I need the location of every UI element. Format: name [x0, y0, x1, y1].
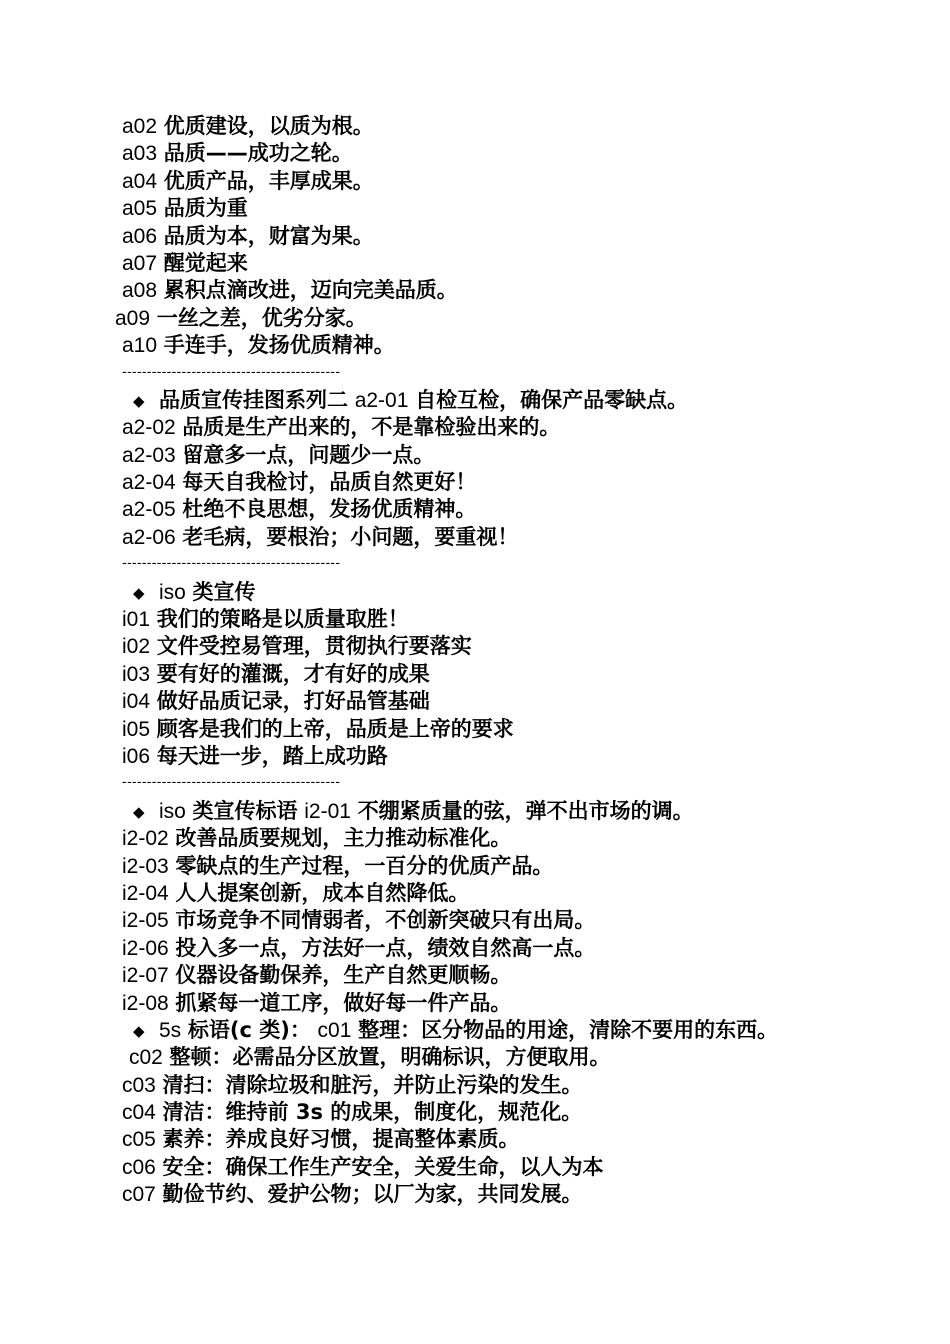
item-text: 品质是生产出来的，不是靠检验出来的。: [182, 415, 561, 440]
item-code: i2-03: [122, 854, 169, 878]
item-text: 顾客是我们的上帝，品质是上帝的要求: [156, 716, 514, 741]
item-code: a09: [115, 306, 151, 330]
separator-line: --------------------------------------------: [122, 773, 341, 790]
document-body: [0, 113, 950, 1209]
item-code: c03: [122, 1073, 156, 1097]
item-code: 5s: [159, 1018, 182, 1042]
item-text: 手连手，发扬优质精神。: [163, 333, 395, 358]
item-text: 要有好的灌溉，才有好的成果: [156, 661, 430, 686]
slogan-line: [0, 853, 950, 880]
item-code: a10: [122, 334, 158, 358]
item-text: 抓紧每一道工序，做好每一件产品。: [175, 990, 512, 1015]
item-code: a08: [122, 279, 158, 303]
slogan-line: [0, 1181, 950, 1208]
slogan-line: [0, 1154, 950, 1181]
slogan-line: [0, 1044, 950, 1071]
item-code: i04: [122, 690, 151, 714]
slogan-line: [0, 716, 950, 743]
slogan-line: [0, 743, 950, 770]
slogan-line: [0, 140, 950, 167]
item-text: 投入多一点，方法好一点，绩效自然高一点。: [175, 935, 596, 960]
slogan-line: [0, 935, 950, 962]
slogan-line: [0, 907, 950, 934]
slogan-line: [0, 633, 950, 660]
slogan-line: [0, 223, 950, 250]
slogan-line: [0, 1099, 950, 1126]
item-text: 改善品质要规划，主力推动标准化。: [175, 826, 512, 851]
slogan-line: [0, 880, 950, 907]
item-text: 留意多一点，问题少一点。: [182, 442, 435, 467]
item-text: 清扫：清除垃圾和脏污，并防止污染的发生。: [162, 1072, 583, 1097]
item-code: a2-06: [122, 525, 176, 549]
item-text: 优质产品，丰厚成果。: [163, 168, 374, 193]
item-code: a07: [122, 251, 158, 275]
slogan-line: [0, 442, 950, 469]
item-text: 仪器设备勤保养，生产自然更顺畅。: [175, 963, 512, 988]
item-text: 人人提案创新，成本自然降低。: [175, 880, 470, 905]
slogan-line: [0, 250, 950, 277]
item-text: 素养：养成良好习惯，提高整体素质。: [162, 1127, 520, 1152]
item-code: a2-02: [122, 416, 176, 440]
item-text: 标语(c 类)：: [187, 1017, 311, 1042]
item-code: i2-06: [122, 936, 169, 960]
item-code: iso: [159, 580, 186, 604]
item-code: i05: [122, 717, 151, 741]
item-text: 安全：确保工作生产安全，关爱生命，以人为本: [162, 1154, 604, 1179]
slogan-line: [0, 168, 950, 195]
item-text: 累积点滴改进，迈向完美品质。: [163, 278, 458, 303]
item-text: 每天进一步，踏上成功路: [156, 743, 388, 768]
item-code: c05: [122, 1128, 156, 1152]
slogan-line: [0, 496, 950, 523]
slogan-line: [0, 688, 950, 715]
item-code: c04: [122, 1101, 156, 1125]
item-text: 品质为本，财富为果。: [163, 223, 374, 248]
item-text: 文件受控易管理，贯彻执行要落实: [156, 634, 472, 659]
item-text: 零缺点的生产过程，一百分的优质产品。: [175, 853, 554, 878]
diamond-bullet-icon: ◆: [133, 1021, 145, 1040]
item-text: 品质——成功之轮。: [163, 141, 353, 166]
separator-line: --------------------------------------------: [122, 362, 341, 379]
slogan-line: [0, 990, 950, 1017]
item-text: 我们的策略是以质量取胜！: [156, 607, 409, 632]
slogan-line: [0, 825, 950, 852]
item-code: a2-01: [354, 388, 409, 412]
slogan-line: [0, 113, 950, 140]
item-code: i2-07: [122, 964, 169, 988]
item-code: i01: [122, 608, 151, 632]
slogan-line: [0, 962, 950, 989]
item-code: i02: [122, 635, 151, 659]
section-heading: [0, 798, 950, 825]
item-code: a04: [122, 169, 158, 193]
item-text: 做好品质记录，打好品管基础: [156, 689, 430, 714]
item-code: i2-05: [122, 909, 169, 933]
item-text: 一丝之差，优劣分家。: [156, 305, 367, 330]
item-code: i2-02: [122, 827, 169, 851]
item-code: a2-03: [122, 443, 176, 467]
item-text: 勤俭节约、爱护公物；以厂为家，共同发展。: [162, 1182, 583, 1207]
item-code: a2-05: [122, 498, 176, 522]
slogan-line: [0, 414, 950, 441]
item-text: 整顿：必需品分区放置，明确标识，方便取用。: [169, 1045, 611, 1070]
diamond-bullet-icon: ◆: [133, 802, 145, 821]
slogan-line: [0, 524, 950, 551]
separator-line: --------------------------------------------: [122, 554, 341, 571]
item-code: a02: [122, 115, 158, 138]
item-code: i03: [122, 662, 151, 686]
section-title: 品质宣传挂图系列二: [159, 387, 348, 412]
item-code: i2-01: [304, 799, 351, 823]
slogan-line: [0, 277, 950, 304]
item-text: 老毛病，要根治；小问题，要重视！: [182, 524, 519, 549]
item-text: 每天自我检讨，品质自然更好！: [182, 470, 477, 495]
item-code: i2-08: [122, 991, 169, 1015]
section-heading: [0, 579, 950, 606]
item-code: c07: [122, 1183, 156, 1207]
section-heading: [0, 387, 950, 414]
item-code: a2-04: [122, 471, 176, 495]
item-code: c06: [122, 1155, 156, 1179]
item-code: iso: [159, 799, 186, 823]
item-code: a03: [122, 142, 158, 166]
slogan-line: [0, 606, 950, 633]
item-code: a06: [122, 224, 158, 248]
item-text: 市场竞争不同情弱者，不创新突破只有出局。: [175, 908, 596, 933]
item-code: c01: [317, 1018, 352, 1042]
item-text: 类宣传: [192, 579, 256, 604]
diamond-bullet-icon: ◆: [133, 583, 145, 602]
slogan-line: [0, 661, 950, 688]
slogan-line: [0, 332, 950, 359]
slogan-line: [0, 1126, 950, 1153]
item-text: 整理：区分物品的用途，清除不要用的东西。: [358, 1017, 779, 1042]
slogan-line: [0, 195, 950, 222]
item-code: c02: [129, 1046, 163, 1070]
item-text: 清洁：维持前 3s 的成果，制度化，规范化。: [162, 1100, 583, 1125]
item-text: 不绷紧质量的弦，弹不出市场的调。: [357, 798, 694, 823]
item-text: 类宣传标语: [192, 798, 298, 823]
item-code: i2-04: [122, 881, 169, 905]
item-text: 品质为重: [163, 196, 248, 221]
item-code: i06: [122, 744, 151, 768]
slogan-line: [0, 305, 950, 332]
item-code: a05: [122, 197, 158, 221]
diamond-bullet-icon: ◆: [133, 391, 145, 410]
slogan-line: [0, 469, 950, 496]
slogan-line: [0, 1072, 950, 1099]
item-text: 醒觉起来: [163, 250, 248, 275]
item-text: 优质建设，以质为根。: [163, 114, 374, 138]
section-heading: [0, 1017, 950, 1044]
item-text: 自检互检，确保产品零缺点。: [415, 387, 689, 412]
item-text: 杜绝不良思想，发扬优质精神。: [182, 497, 477, 522]
